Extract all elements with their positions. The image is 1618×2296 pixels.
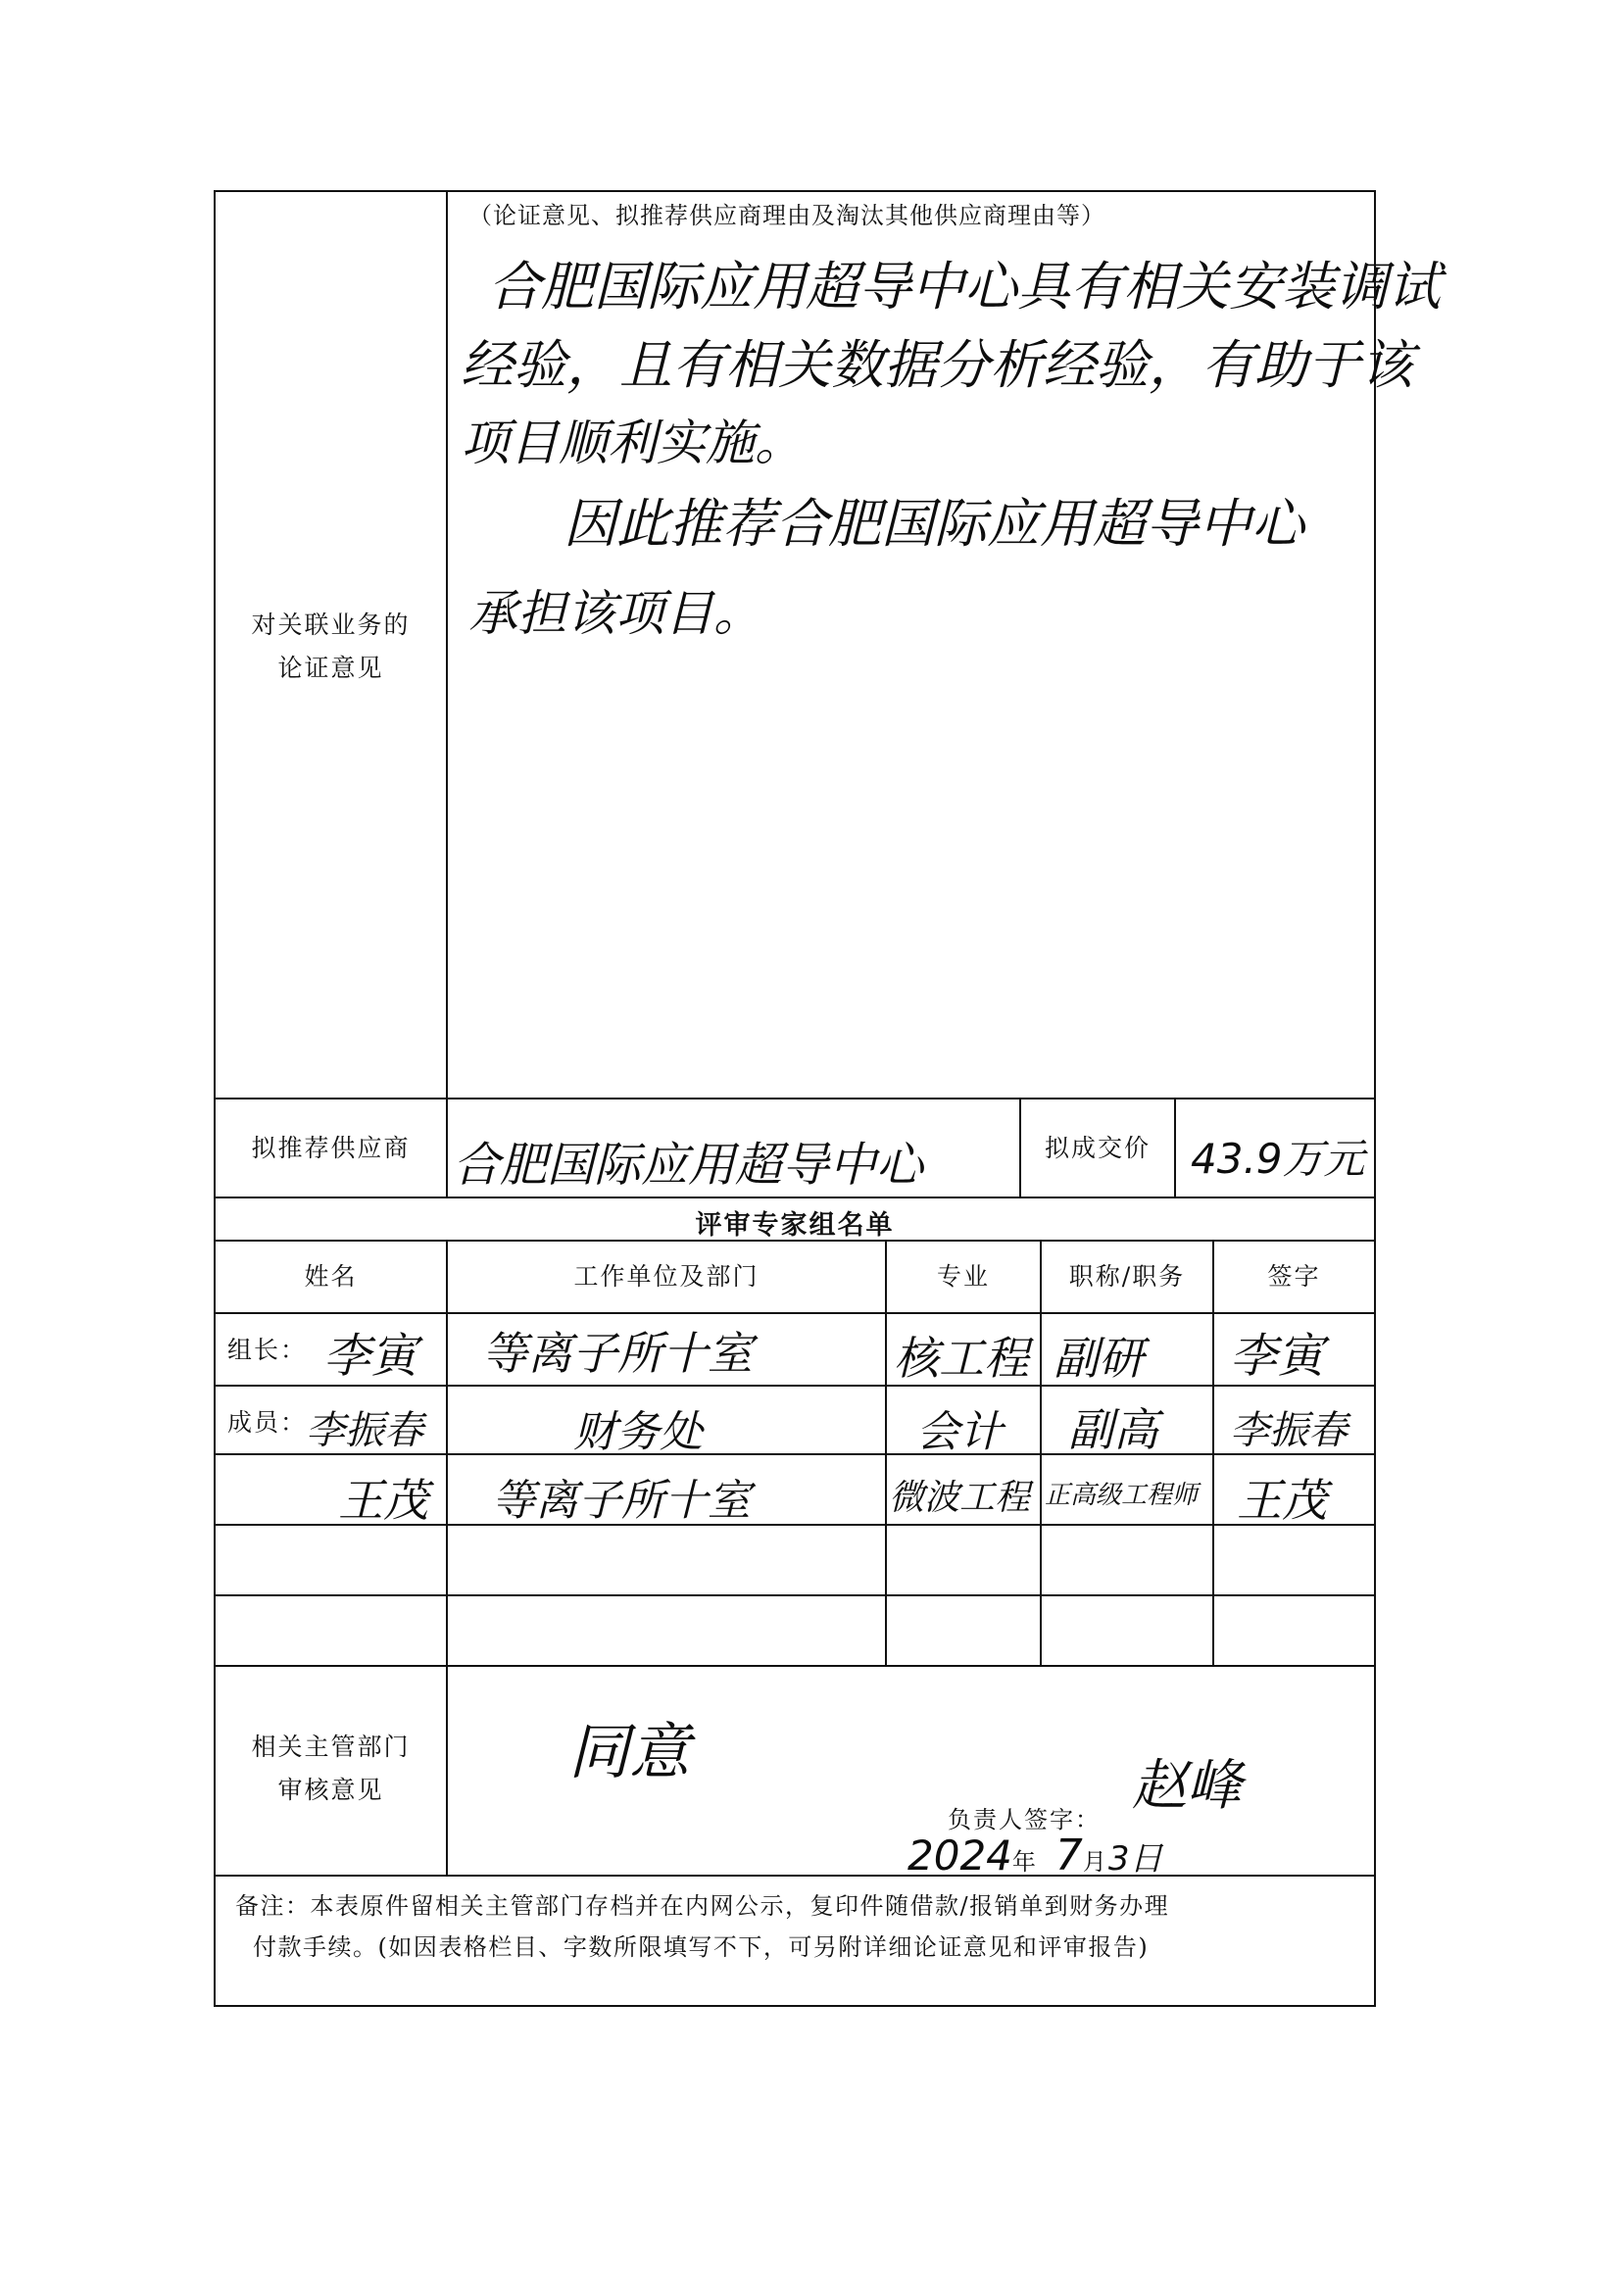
row-unit: 等离子所十室 [492,1476,751,1526]
row-title: 正高级工程师 [1045,1481,1199,1510]
date-month: 7 [1054,1831,1083,1881]
review-row-label [216,1720,446,1818]
review-signature: 赵峰 [1132,1754,1242,1818]
header-name: 姓名 [304,1262,358,1291]
date-year: 2024 [907,1832,1012,1880]
date-day: 3日 [1107,1839,1163,1879]
divider-row4-bottom [214,1594,1376,1596]
divider-label-column-lower [446,1240,448,1877]
opinion-handwritten-line1: 合肥国际应用超导中心具有相关安装调试 [488,256,1441,318]
divider-header-bottom [214,1312,1376,1314]
supplier-label: 拟推荐供应商 [251,1133,411,1162]
review-label-line2: 审核意见 [277,1776,384,1804]
table-border-right [1374,190,1376,2007]
price-value: 43.9万元 [1191,1135,1365,1183]
date-month-char: 月 [1082,1848,1108,1876]
review-label-line1: 相关主管部门 [251,1733,411,1761]
divider-supplier-bottom [214,1197,1376,1198]
row-title: 副研 [1054,1332,1144,1385]
divider-label-column-upper [446,190,448,1198]
price-label: 拟成交价 [1044,1133,1151,1162]
table-border-bottom [214,2005,1376,2007]
row-major: 核工程 [894,1332,1029,1385]
divider-review-bottom [214,1875,1376,1877]
review-date [907,1831,1163,1881]
row-major: 会计 [916,1407,1003,1457]
row-signature: 李振春 [1230,1408,1348,1453]
signer-label: 负责人签字： [948,1806,1101,1833]
row-name: 王茂 [338,1474,428,1527]
note-line1: 备注：本表原件留相关主管部门存档并在内网公示，复印件随借款/报销单到财务办理 [235,1892,1170,1920]
header-major: 专业 [936,1262,990,1291]
row-title: 副高 [1068,1403,1158,1456]
opinion-label-line2: 论证意见 [277,654,384,682]
opinion-handwritten-line2: 经验，且有相关数据分析经验，有助于该 [461,334,1413,396]
table-border-top [214,190,1376,192]
date-year-char: 年 [1011,1848,1038,1876]
row-signature: 李寅 [1230,1329,1325,1384]
opinion-handwritten-line5: 承担该项目。 [468,585,762,642]
row-signature: 王茂 [1237,1474,1327,1527]
header-title: 职称/职务 [1068,1262,1186,1291]
divider-price-label-right [1174,1098,1176,1198]
opinion-handwritten-line4: 因此推荐合肥国际应用超导中心 [564,493,1304,555]
opinion-row-label [216,598,446,696]
review-opinion: 同意 [568,1716,691,1787]
row-unit: 等离子所十室 [482,1327,753,1380]
opinion-label-line1: 对关联业务的 [251,611,411,639]
row-role: 成员： [227,1408,308,1437]
row-name: 李振春 [306,1408,423,1453]
header-signature: 签字 [1267,1262,1321,1291]
row-major: 微波工程 [889,1478,1031,1518]
divider-row5-bottom [214,1665,1376,1667]
row-unit: 财务处 [573,1407,703,1457]
row-role: 组长： [227,1336,308,1364]
supplier-value: 合肥国际应用超导中心 [453,1138,924,1193]
header-unit: 工作单位及部门 [573,1262,760,1291]
note-line2: 付款手续。(如因表格栏目、字数所限填写不下，可另附详细论证意见和评审报告) [253,1933,1150,1961]
opinion-hint: （论证意见、拟推荐供应商理由及淘汰其他供应商理由等） [468,202,1105,229]
row-name: 李寅 [323,1329,418,1384]
opinion-handwritten-line3: 项目顺利实施。 [461,415,804,471]
experts-title: 评审专家组名单 [695,1210,895,1241]
